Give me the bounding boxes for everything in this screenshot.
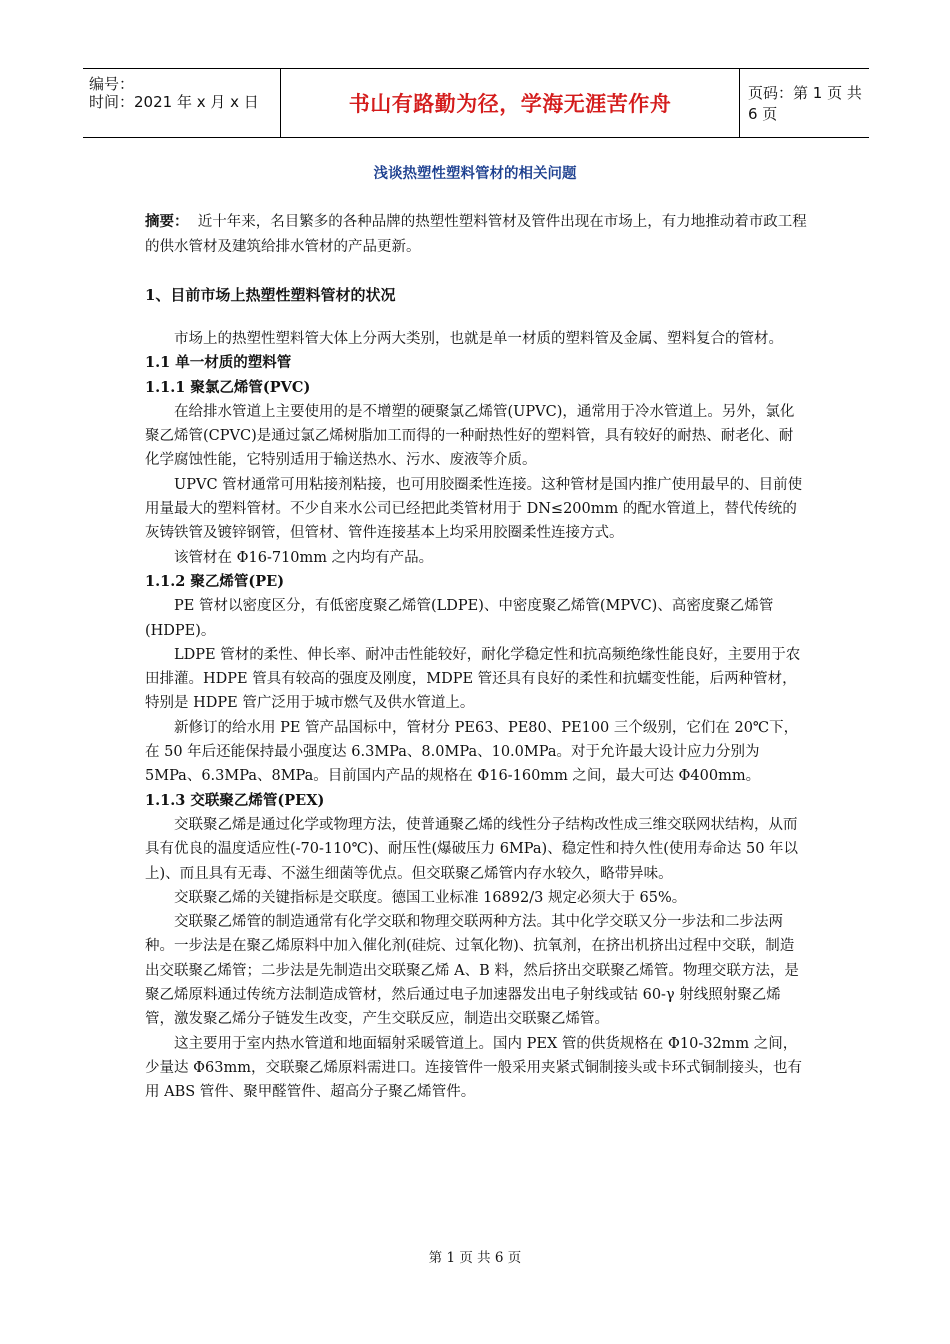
header-meta-cell <box>83 69 281 137</box>
header-table <box>83 68 869 138</box>
heading-1-1-1: 1.1.1 聚氯乙烯管(PVC) <box>145 378 311 396</box>
paragraph-pe-3: 新修订的给水用 PE 管产品国标中，管材分 PE63、PE80、PE100 三个级别，它们在 20℃下，在 50 年后还能保持最小强度达 6.3MPa、8.0MPa、10.0MPa。对于允许最大设计应力分别为 5MPa、6.3MPa、8MPa。目前国内产品的规格在 Φ16-160mm 之间，最大可达 Φ400mm。 <box>145 719 799 785</box>
document-title: 浅谈热塑性塑料管材的相关问题 <box>373 165 577 182</box>
abstract <box>145 209 807 260</box>
header-motto-cell <box>281 69 740 137</box>
abstract-text: 近十年来，名目繁多的各种品牌的热塑性塑料管材及管件出现在市场上，有力地推动着市政工程的供水管材及建筑给排水管材的产品更新。 <box>145 214 807 255</box>
header-page-cell <box>740 69 869 137</box>
paragraph-pvc-2: UPVC 管材通常可用粘接剂粘接，也可用胶圈柔性连接。这种管材是国内推广使用最早的、目前使用量最大的塑料管材。不少自来水公司已经把此类管材用于 DN≤200mm 的配水管道上，替代传统的灰铸铁管及镀锌钢管，但管材、管件连接基本上均采用胶圈柔性连接方式。 <box>145 476 803 542</box>
section-heading-1: 1、目前市场上热塑性塑料管材的状况 <box>145 286 396 304</box>
paragraph-intro: 市场上的热塑性塑料管大体上分两大类别，也就是单一材质的塑料管及金属、塑料复合的管材。 <box>174 331 783 347</box>
number-label: 编号： <box>89 75 135 93</box>
time-label: 时间：2021 年 x 月 x 日 <box>89 93 259 111</box>
paragraph-pex-1: 交联聚乙烯是通过化学或物理方法，使普通聚乙烯的线性分子结构改性成三维交联网状结构，从而具有优良的温度适应性(-70-110℃)、耐压性(爆破压力 6MPa)、稳定性和持久性(使用寿命达 50 年以上)、而且具有无毒、不滋生细菌等优点。但交联聚乙烯管内存水较久，略带异味。 <box>145 816 799 882</box>
abstract-label: 摘要： <box>145 213 189 230</box>
paragraph-pvc-1: 在给排水管道上主要使用的是不增塑的硬聚氯乙烯管(UPVC)，通常用于冷水管道上。另外，氯化聚乙烯管(CPVC)是通过氯乙烯树脂加工而得的一种耐热性好的塑料管，具有较好的耐热、耐老化、耐化学腐蚀性能，它特别适用于输送热水、污水、废液等介质。 <box>145 403 795 469</box>
paragraph-pex-2: 交联聚乙烯的关键指标是交联度。德国工业标准 16892/3 规定必须大于 65%。 <box>174 889 687 906</box>
page-footer: 第 1 页 共 6 页 <box>428 1250 522 1266</box>
motto-text: 书山有路勤为径，学海无涯苦作舟 <box>348 92 672 116</box>
paragraph-pvc-3: 该管材在 Φ16-710mm 之内均有产品。 <box>174 549 434 566</box>
paragraph-pe-1: PE 管材以密度区分，有低密度聚乙烯管(LDPE)、中密度聚乙烯管(MPVC)、高密度聚乙烯管(HDPE)。 <box>145 598 774 639</box>
body-text <box>145 327 807 1105</box>
paragraph-pex-4: 这主要用于室内热水管道和地面辐射采暖管道上。国内 PEX 管的供货规格在 Φ10-32mm 之间，少量达 Φ63mm，交联聚乙烯原料需进口。连接管件一般采用夹紧式铜制接头或卡环式铜制接头，也有用 ABS 管件、聚甲醛管件、超高分子聚乙烯管件。 <box>145 1035 802 1101</box>
heading-1-1-2: 1.1.2 聚乙烯管(PE) <box>145 572 285 590</box>
heading-1-1: 1.1 单一材质的塑料管 <box>145 354 292 372</box>
page-label: 页码：第 1 页 共 6 页 <box>748 84 862 123</box>
paragraph-pe-2: LDPE 管材的柔性、伸长率、耐冲击性能较好，耐化学稳定性和抗高频绝缘性能良好，主要用于农田排灌。HDPE 管具有较高的强度及刚度，MDPE 管还具有良好的柔性和抗蠕变性能，后两种管材，特别是 HDPE 管广泛用于城市燃气及供水管道上。 <box>145 646 801 712</box>
heading-1-1-3: 1.1.3 交联聚乙烯管(PEX) <box>145 791 325 809</box>
paragraph-pex-3: 交联聚乙烯管的制造通常有化学交联和物理交联两种方法。其中化学交联又分一步法和二步法两种。一步法是在聚乙烯原料中加入催化剂(硅烷、过氧化物)、抗氧剂，在挤出机挤出过程中交联，制造出交联聚乙烯管；二步法是先制造出交联聚乙烯 A、B 料，然后挤出交联聚乙烯管。物理交联方法，是聚乙烯原料通过传统方法制造成管材，然后通过电子加速器发出电子射线或钴 60-γ 射线照射聚乙烯管，激发聚乙烯分子链发生改变，产生交联反应，制造出交联聚乙烯管。 <box>145 914 799 1028</box>
